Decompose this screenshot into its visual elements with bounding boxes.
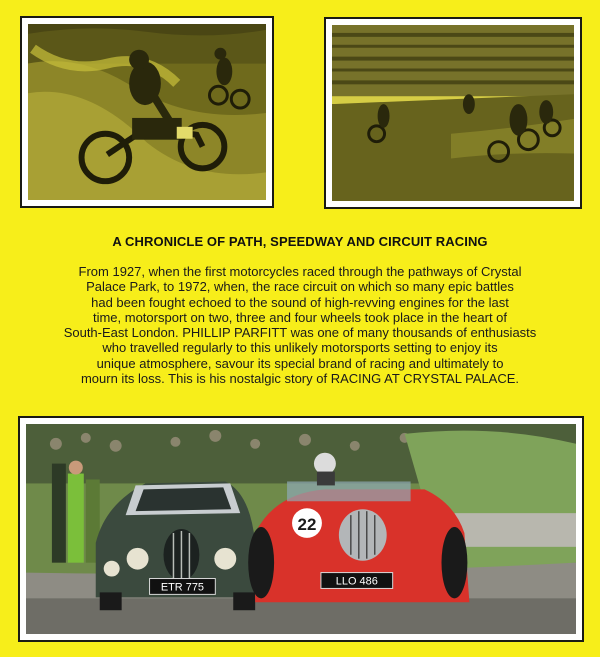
photo-path-racing: [20, 16, 274, 208]
right-number-plate: LLO 486: [335, 575, 378, 588]
circuit-racing-illustration: [26, 424, 576, 634]
race-number: 22: [297, 515, 317, 534]
description-line: unique atmosphere, savour its special brand of racing and ultimately to: [96, 355, 504, 371]
photo-path-racing-image: [28, 24, 266, 200]
description-line: mourn its loss. This is his nostalgic story of RACING AT CRYSTAL PALACE.: [80, 371, 520, 387]
photo-speedway-image: [332, 25, 574, 201]
photo-circuit-racing: [18, 416, 584, 642]
left-number-plate: ETR 775: [160, 581, 205, 594]
page-heading: A CHRONICLE OF PATH, SPEEDWAY AND CIRCUIT RACING: [112, 234, 488, 249]
photo-circuit-racing-image: [26, 424, 576, 634]
description-paragraph: [30, 264, 570, 386]
description-line: South-East London. PHILLIP PARFITT was one of many thousands of enthusiasts: [63, 325, 537, 341]
description-line: who travelled regularly to this unlikely motorsports setting to enjoy its: [102, 340, 498, 356]
description-line: From 1927, when the first motorcycles raced through the pathways of Crystal: [78, 264, 522, 279]
path-racing-illustration: [28, 24, 266, 200]
description-line: Palace Park, to 1972, when, the race circuit on which so many epic battles: [86, 279, 514, 295]
description-line: time, motorsport on two, three and four wheels took place in the heart of: [92, 309, 508, 325]
speedway-illustration: [332, 25, 574, 201]
description-line: had been fought echoed to the sound of high-revving engines for the last: [91, 294, 509, 310]
photo-speedway: [324, 17, 582, 209]
